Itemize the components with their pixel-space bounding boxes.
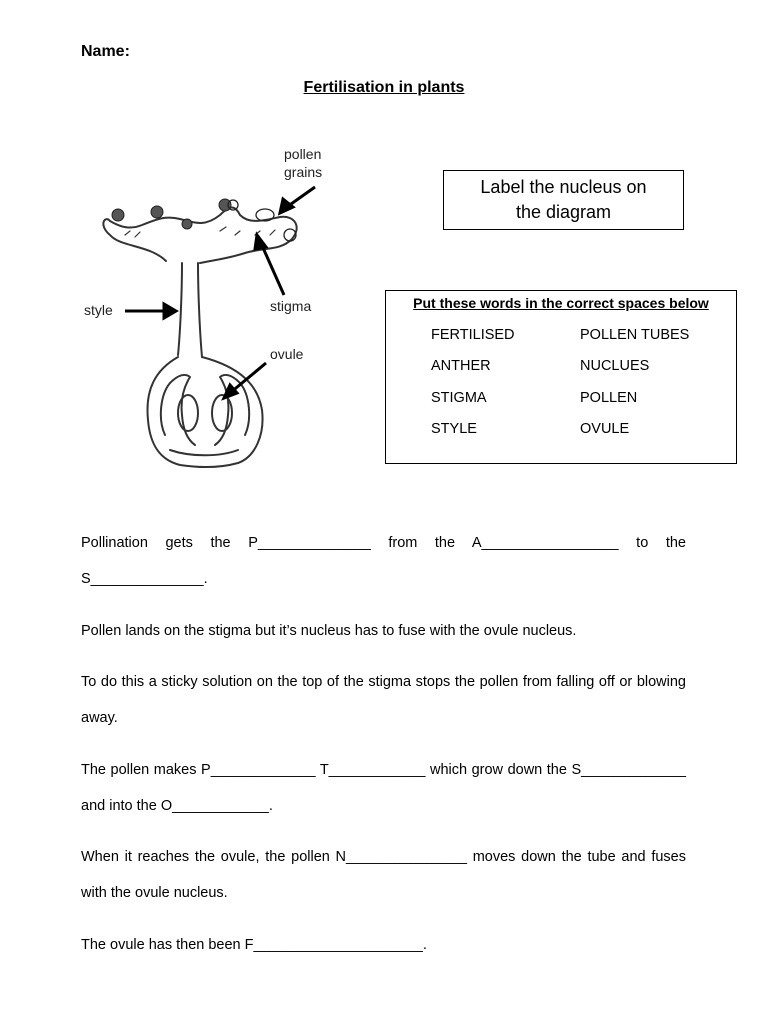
word-nuclues: NUCLUES	[580, 358, 650, 374]
label-pollen-line1: pollen	[284, 146, 322, 162]
label-grains-line2: grains	[284, 164, 323, 180]
instruction-box	[443, 170, 684, 230]
paragraph-pollination: Pollination gets the P______________ from the A_________________ to the S______________.	[81, 535, 686, 587]
paragraph-pollen-tubes: The pollen makes P_____________ T____________ which grow down the S_____________ and into the O____________.	[81, 762, 686, 814]
word-anther: ANTHER	[431, 358, 491, 374]
ovary-outline	[147, 357, 262, 467]
word-pollen-tubes: POLLEN TUBES	[580, 327, 690, 343]
label-style: style	[84, 302, 113, 318]
label-stigma: stigma	[270, 298, 312, 314]
style-left-edge	[178, 263, 182, 355]
stigma-inner-hatch	[125, 227, 275, 237]
name-label: Name:	[81, 43, 130, 60]
instruction-line-1: Label the nucleus on	[480, 177, 647, 197]
paragraph-fertilised: The ovule has then been F_____________________.	[81, 937, 427, 953]
pollen-grain-2	[151, 206, 163, 218]
paragraph-nucleus-moves: When it reaches the ovule, the pollen N_______________ moves down the tube and fuses with the ovule nucleus.	[81, 849, 686, 901]
page-title: Fertilisation in plants	[303, 79, 465, 96]
pollen-grain-3	[182, 219, 192, 229]
word-stigma: STIGMA	[431, 390, 487, 406]
label-ovule: ovule	[270, 346, 304, 362]
instruction-line-2: the diagram	[515, 202, 612, 222]
paragraph-pollen-lands: Pollen lands on the stigma but it’s nucleus has to fuse with the ovule nucleus.	[81, 623, 577, 639]
carpel-drawing-svg	[70, 135, 370, 480]
word-bank-box	[385, 290, 737, 464]
word-ovule: OVULE	[580, 421, 630, 437]
pollen-grain-4	[219, 199, 231, 211]
word-bank-title: Put these words in the correct spaces below	[413, 295, 709, 311]
style-right-edge	[198, 263, 202, 357]
word-fertilised: FERTILISED	[431, 327, 515, 343]
word-style: STYLE	[431, 421, 477, 437]
flower-diagram	[70, 135, 370, 480]
paragraph-sticky-solution: To do this a sticky solution on the top of the stigma stops the pollen from falling off or blowing away.	[81, 674, 686, 726]
pollen-grain-1	[112, 209, 124, 221]
ovary-inner-line	[170, 450, 238, 455]
word-pollen: POLLEN	[580, 390, 638, 406]
